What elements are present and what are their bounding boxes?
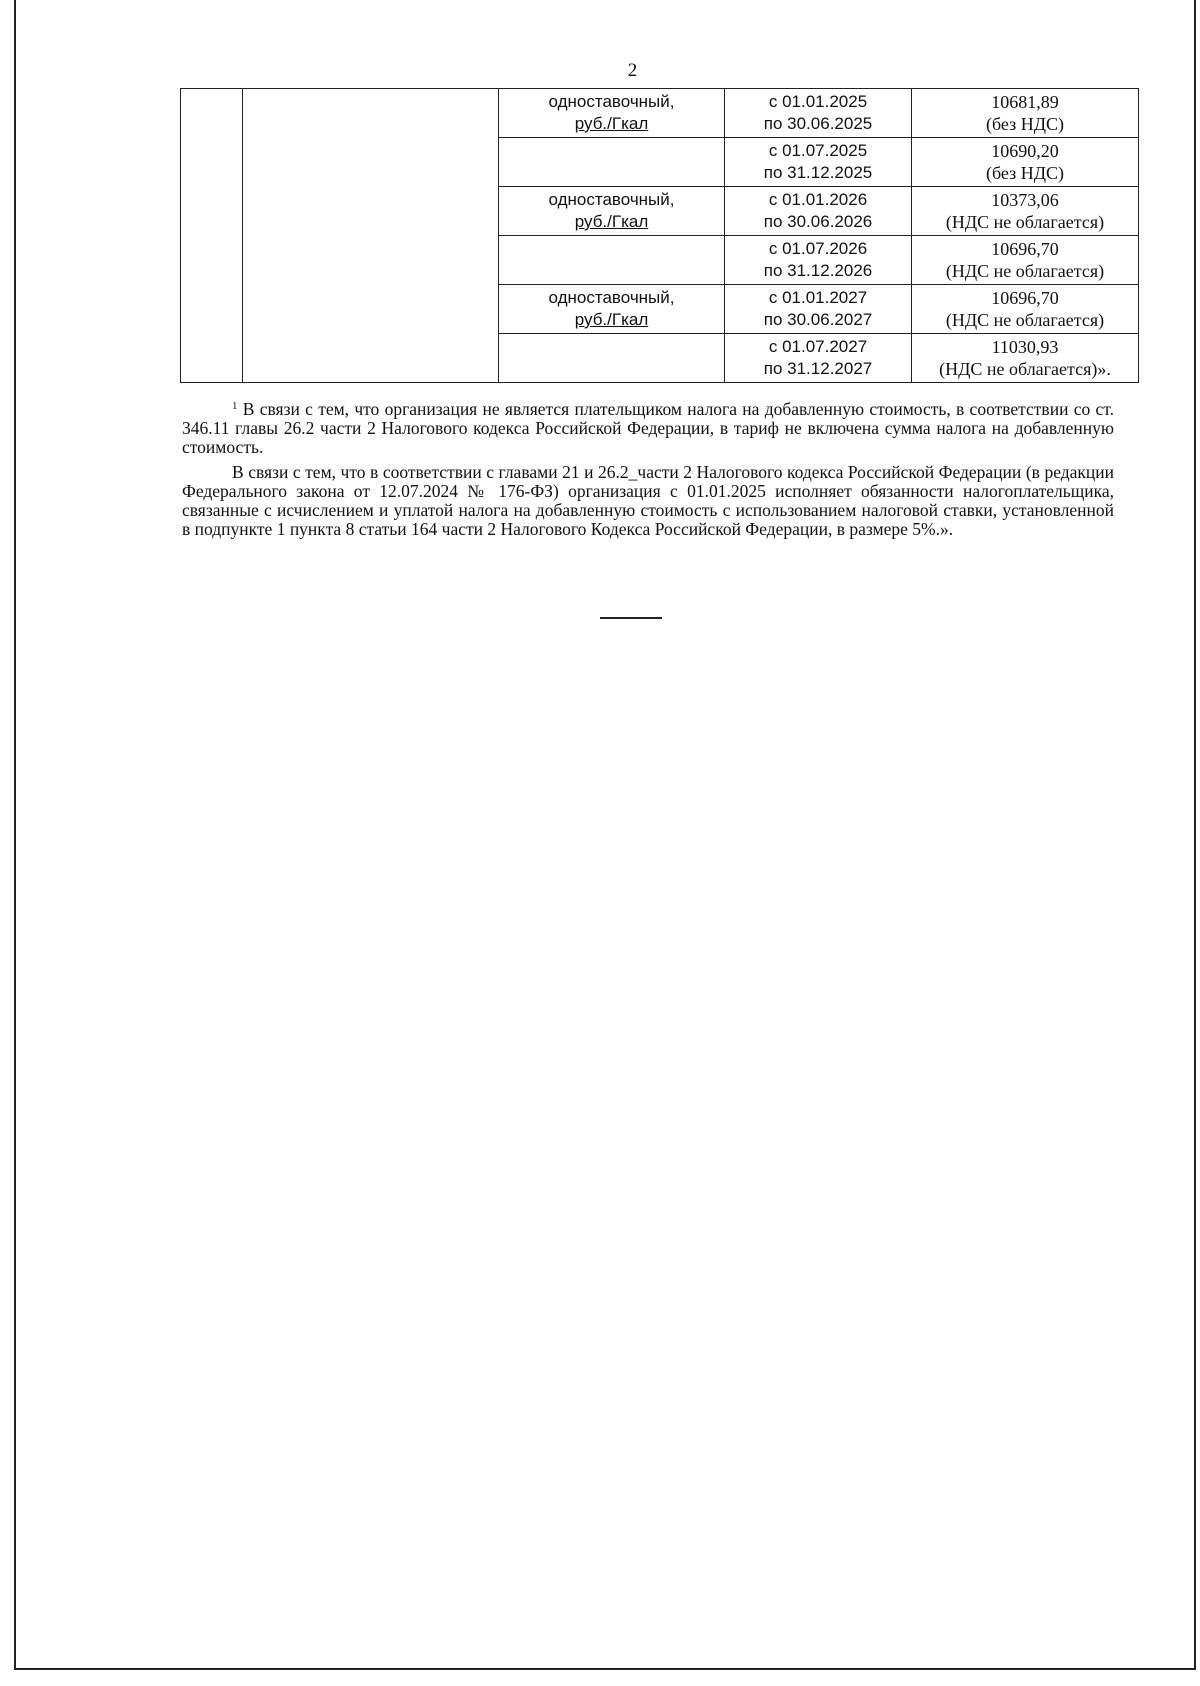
tariff-type-cell-line: руб./Гкал bbox=[574, 114, 649, 133]
tariff-value-cell bbox=[912, 138, 1139, 187]
period-cell bbox=[725, 187, 912, 236]
tariff-value-cell-line: 10373,06 bbox=[991, 190, 1059, 210]
period-cell-line: с 01.01.2026 bbox=[768, 190, 868, 209]
tariff-value-cell-line: (НДС не облагается)». bbox=[939, 359, 1111, 379]
footnote-paragraph bbox=[182, 397, 1114, 457]
footnote-marker: 1 bbox=[232, 400, 238, 412]
period-cell-line: по 30.06.2025 bbox=[763, 114, 873, 133]
footnote-text: В связи с тем, что организация не является плательщиком налога на добавленную стоимость, в соответствии со ст. 346.11 главы 26.2 части 2 Налогового кодекса Российской Федерации, в тариф не включена сумма налога на добавленную стоимость. bbox=[182, 399, 1114, 457]
tariff-value-cell bbox=[912, 236, 1139, 285]
period-cell-line: с 01.01.2027 bbox=[768, 288, 868, 307]
tariff-value-cell-line: (без НДС) bbox=[985, 163, 1064, 183]
tariff-value-cell-line: 10696,70 bbox=[991, 239, 1059, 259]
tariff-type-cell bbox=[499, 89, 725, 138]
tariff-value-cell-line: 10681,89 bbox=[991, 92, 1059, 112]
tariff-type-cell bbox=[499, 138, 725, 187]
tariff-value-cell bbox=[912, 89, 1139, 138]
period-cell-line: по 31.12.2027 bbox=[763, 359, 873, 378]
tariff-value-cell-line: (НДС не облагается) bbox=[945, 212, 1105, 232]
period-cell-line: по 30.06.2027 bbox=[763, 310, 873, 329]
end-rule bbox=[600, 617, 662, 619]
table-cell-blank-name bbox=[243, 89, 499, 383]
tariff-value-cell-line: 11030,93 bbox=[991, 337, 1059, 357]
tariff-type-cell-line: руб./Гкал bbox=[574, 310, 649, 329]
tariff-type-cell bbox=[499, 236, 725, 285]
tariff-value-cell bbox=[912, 285, 1139, 334]
period-cell bbox=[725, 89, 912, 138]
tariff-table bbox=[180, 88, 1139, 383]
page-number: 2 bbox=[627, 60, 638, 81]
period-cell bbox=[725, 334, 912, 383]
table-cell-blank-number bbox=[181, 89, 243, 383]
period-cell-line: с 01.01.2025 bbox=[768, 92, 868, 111]
period-cell-line: по 31.12.2025 bbox=[763, 163, 873, 182]
tariff-type-cell-line: руб./Гкал bbox=[574, 212, 649, 231]
vat-paragraph: В связи с тем, что в соответствии с главами 21 и 26.2_части 2 Налогового кодекса Российской Федерации (в редакции Федерального закона от 12.07.2024 № 176-ФЗ) организация с 01.01.2025 исполняет обязанности налогоплательщика, связанные с исчислением и уплатой налога на добавленную стоимость с использованием налоговой ставки, установленной в подпункте 1 пункта 8 статьи 164 части 2 Налогового Кодекса Российской Федерации, в размере 5%.». bbox=[182, 462, 1114, 539]
period-cell-line: по 30.06.2026 bbox=[763, 212, 873, 231]
period-cell bbox=[725, 236, 912, 285]
period-cell-line: по 31.12.2026 bbox=[763, 261, 873, 280]
tariff-value-cell bbox=[912, 334, 1139, 383]
tariff-value-cell-line: (НДС не облагается) bbox=[945, 261, 1105, 281]
tariff-type-cell-line: одноставочный, bbox=[548, 92, 675, 111]
tariff-type-cell bbox=[499, 285, 725, 334]
period-cell-line: с 01.07.2026 bbox=[768, 239, 868, 258]
tariff-type-cell bbox=[499, 334, 725, 383]
tariff-value-cell-line: 10690,20 bbox=[991, 141, 1059, 161]
tariff-type-cell-line: одноставочный, bbox=[548, 288, 675, 307]
tariff-value-cell bbox=[912, 187, 1139, 236]
tariff-value-cell-line: (без НДС) bbox=[985, 114, 1064, 134]
tariff-type-cell-line: одноставочный, bbox=[548, 190, 675, 209]
tariff-value-cell-line: 10696,70 bbox=[991, 288, 1059, 308]
period-cell bbox=[725, 285, 912, 334]
period-cell bbox=[725, 138, 912, 187]
tariff-value-cell-line: (НДС не облагается) bbox=[945, 310, 1105, 330]
period-cell-line: с 01.07.2025 bbox=[768, 141, 868, 160]
notes bbox=[182, 397, 1114, 545]
period-cell-line: с 01.07.2027 bbox=[768, 337, 868, 356]
tariff-type-cell bbox=[499, 187, 725, 236]
table-row bbox=[181, 89, 1139, 138]
